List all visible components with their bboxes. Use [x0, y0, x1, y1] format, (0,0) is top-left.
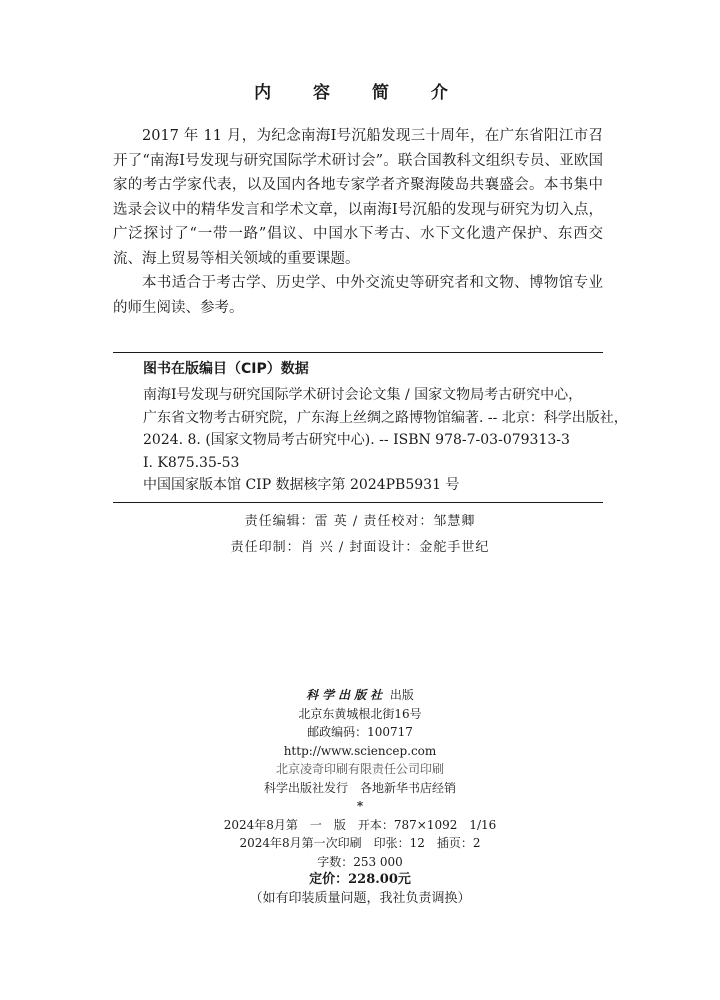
colophon: [0, 686, 720, 908]
publisher-website: http://www.sciencep.com: [283, 743, 437, 758]
publisher-address: 北京东黄城根北街16号: [298, 706, 422, 721]
price: 定价：228.00元: [309, 872, 411, 887]
publisher-line: [0, 686, 720, 705]
postal-code: 邮政编码：100717: [307, 725, 413, 739]
publisher-suffix: 出版: [386, 688, 414, 702]
quality-note: （如有印装质量问题，我社负责调换）: [249, 890, 471, 906]
cip-line-4: Ⅰ. K875.35-53: [143, 454, 240, 471]
cip-top-rule: [113, 352, 603, 353]
cip-bottom-rule: [113, 502, 603, 503]
edition-line: 2024年8月第 一 版 开本：787×1092 1/16: [223, 817, 497, 832]
word-count: 字数：253 000: [317, 854, 403, 869]
production-credits: 责任印制：肖 兴 / 封面设计：金舵手世纪: [230, 540, 490, 555]
summary-paragraph-1: 2017 年 11 月，为纪念南海Ⅰ号沉船发现三十周年，在广东省阳江市召开了“南海Ⅰ号发现与研究国际学术研讨会”。联合国教科文组织专员、亚欧国家的考古学家代表，以及国内各地专家学者齐聚海陵岛共襄盛会。本书集中选录会议中的精华发言和学术文章，以南海Ⅰ号沉船的发现与研究为切入点，广泛探讨了“一带一路”倡议、中国水下考古、水下文化遗产保护、东西交流、海上贸易等相关领域的重要课题。: [113, 128, 603, 267]
content-summary-title: 内 容 简 介: [254, 83, 466, 103]
editor-credits: 责任编辑：雷 英 / 责任校对：邹慧卿: [244, 514, 476, 529]
content-summary: [113, 124, 603, 320]
cip-data-block: [143, 384, 628, 497]
printer-line: 北京凌奇印刷有限责任公司印刷: [275, 762, 444, 776]
cip-line-2: 广东省文物考古研究院，广东海上丝绸之路博物馆编著. -- 北京：科学出版社，: [143, 409, 628, 426]
cip-line-5: 中国国家版本馆 CIP 数据核字第 2024PB5931 号: [143, 477, 460, 493]
distribution-line: 科学出版社发行 各地新华书店经销: [263, 780, 456, 795]
cip-line-3: 2024. 8. (国家文物局考古研究中心). -- ISBN 978-7-03-079313-3: [143, 432, 570, 448]
cip-line-1: 南海Ⅰ号发现与研究国际学术研讨会论文集 / 国家文物局考古研究中心，: [143, 387, 583, 403]
printing-line: 2024年8月第一次印刷 印张：12 插页：2: [239, 836, 481, 850]
publisher-name: 科学出版社: [306, 688, 387, 702]
summary-paragraph-2: 本书适合于考古学、历史学、中外交流史等研究者和文物、博物馆专业的师生阅读、参考。: [113, 275, 603, 316]
separator-asterisk: *: [356, 799, 364, 813]
cip-heading: 图书在版编目（CIP）数据: [143, 361, 309, 377]
